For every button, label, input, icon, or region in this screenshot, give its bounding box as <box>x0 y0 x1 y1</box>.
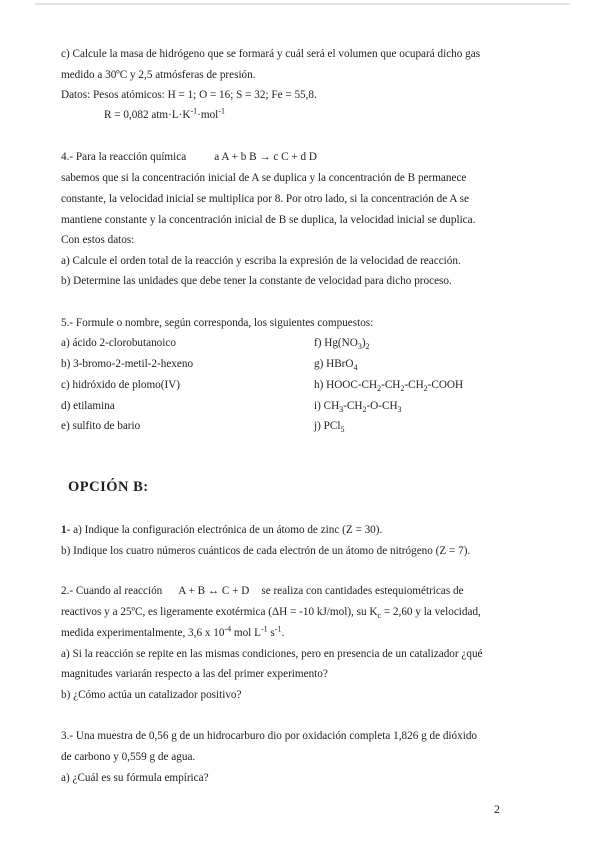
ob-q2-intro: 2.- Cuando al reacción A + B ↔ C + D se realiza con cantidades estequiométricas de <box>61 585 464 597</box>
q5-intro: 5.- Formule o nombre, según corresponda, los siguientes compuestos: <box>61 317 374 329</box>
q5-item-g: g) HBrO$_4$ <box>314 358 358 373</box>
q4-line: constante, la velocidad inicial se multiplica por 8. Por otro lado, si la concentración de A se <box>61 193 469 205</box>
q5-item-i: i) $CH_3-CH_2-O-CH_3$ <box>314 400 402 415</box>
q4-equation: a A + b B → c C + d D <box>214 151 317 163</box>
ob-q2-line2: reactivos y a 25ºC, es ligeramente exotérmica (ΔH = -10 kJ/mol), su $K_c = 2,60$ y la velocidad, <box>61 606 481 621</box>
q4-part-b: b) Determine las unidades que debe tener la constante de velocidad para dicho proceso. <box>61 275 452 287</box>
q5-item-c: c) hidróxido de plomo(IV) <box>61 379 180 391</box>
q5-item-d: d) etilamina <box>61 400 115 412</box>
ob-q2-a-line1: a) Si la reacción se repite en las mismas condiciones, pero en presencia de un catalizador ¿qué <box>61 648 483 660</box>
page-number: 2 <box>494 802 500 816</box>
q5-item-b: b) 3-bromo-2-metil-2-hexeno <box>61 358 194 370</box>
q5-item-j: j) PCl$_5$ <box>314 420 345 435</box>
option-b-title: OPCIÓN B: <box>68 479 149 495</box>
data-atomic-weights: Datos: Pesos atómicos: H = 1; O = 16; S = 32; Fe = 55,8. <box>61 89 317 101</box>
ob-q3-line1: 3.- Una muestra de 0,56 g de un hidrocarburo dio por oxidación completa 1,826 g de dióxido <box>61 730 478 742</box>
ob-q1-a: 1- a) Indique la configuración electrónica de un átomo de zinc (Z = 30). <box>61 524 383 536</box>
q4-line: sabemos que si la concentración inicial de A se duplica y la concentración de B permanece <box>61 172 467 184</box>
ob-q2-equation: A + B ↔ C + D <box>178 585 250 597</box>
q5-item-a: a) ácido 2-clorobutanoico <box>61 337 176 349</box>
ob-q3-a: a) ¿Cuál es su fórmula empírica? <box>61 772 209 784</box>
question-c-line2: medido a 30ºC y 2,5 atmósferas de presión. <box>61 69 256 81</box>
ob-q1-b: b) Indique los cuatro números cuánticos de cada electrón de un átomo de nitrógeno (Z = 7). <box>61 545 471 557</box>
q5-item-h: h) HOOC-$CH_2-CH_2-CH_2$-COOH <box>314 379 464 394</box>
ob-q2-a-line2: magnitudes variarán respecto a las del primer experimento? <box>61 668 328 680</box>
ob-q2-b: b) ¿Cómo actúa un catalizador positivo? <box>61 689 242 701</box>
gas-constant: R = 0,082 $atm\cdot L\cdot K^{-1}\cdot mol^{-1}$ <box>104 106 225 121</box>
q4-intro: 4.- Para la reacción química a A + b B → c C + d D <box>61 151 317 163</box>
q4-line: mantiene constante y la concentración inicial de B se duplica, la velocidad inicial se duplica. <box>61 214 476 226</box>
question-c-line1: c) Calcule la masa de hidrógeno que se formará y cuál será el volumen que ocupará dicho gas <box>61 48 481 60</box>
ob-q3-line2: de carbono y 0,559 g de agua. <box>61 751 196 763</box>
q5-item-e: e) sulfito de bario <box>61 420 141 432</box>
scan-edge-line <box>35 3 570 5</box>
ob-q2-line3: medida experimentalmente, 3,6 x $10^{-4}$ mol $L^{-1}$ $s^{-1}$. <box>61 624 285 639</box>
q5-item-f: f) $Hg(NO_3)_2$ <box>314 337 370 352</box>
q4-part-a: a) Calcule el orden total de la reacción y escriba la expresión de la velocidad de reacción. <box>61 255 461 267</box>
q4-line: Con estos datos: <box>61 234 135 246</box>
